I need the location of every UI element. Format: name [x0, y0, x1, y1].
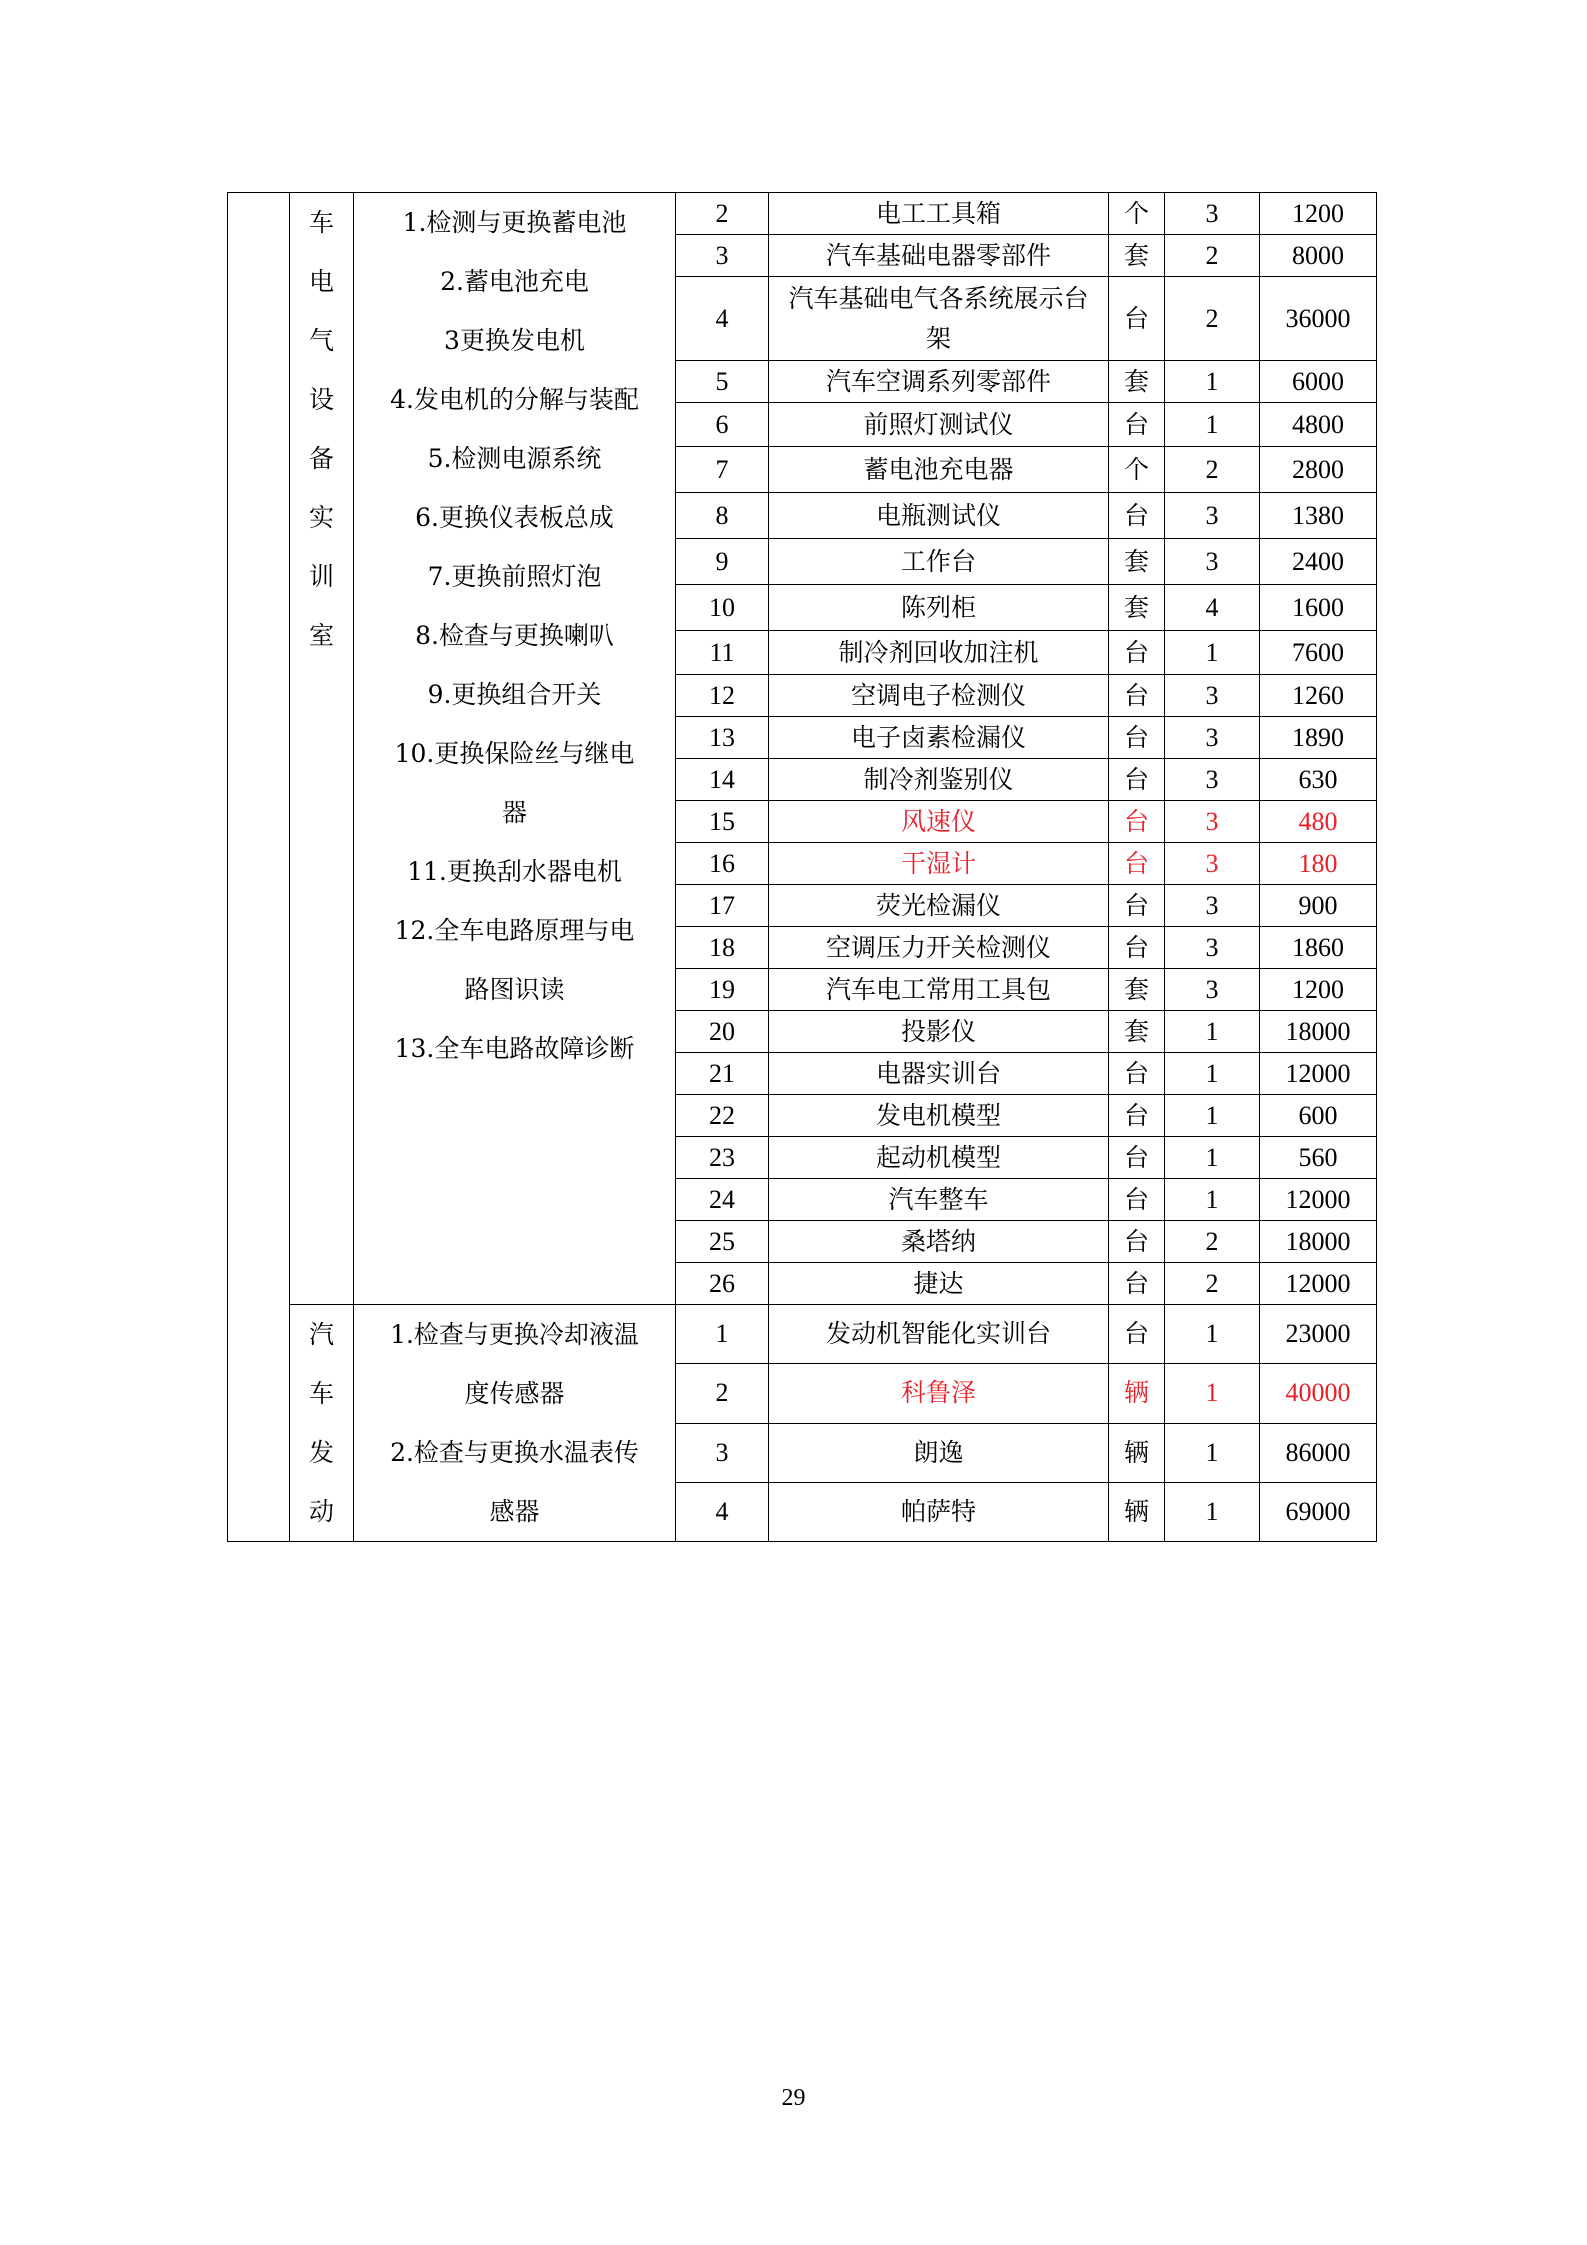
quantity-cell: 1: [1165, 631, 1260, 675]
table-row: [228, 193, 1377, 235]
price-cell: 1260: [1260, 675, 1377, 717]
price-cell: 1200: [1260, 969, 1377, 1011]
room-name-char: 实: [308, 503, 334, 532]
unit-cell: 辆: [1109, 1423, 1165, 1482]
item-number-cell: 3: [676, 235, 769, 277]
price-cell: 12000: [1260, 1179, 1377, 1221]
quantity-cell: 2: [1165, 1263, 1260, 1305]
equipment-name-cell: 风速仪: [769, 801, 1109, 843]
item-number-cell: 21: [676, 1053, 769, 1095]
item-number-cell: 24: [676, 1179, 769, 1221]
equipment-name-cell: 前照灯测试仪: [769, 403, 1109, 447]
unit-cell: 台: [1109, 631, 1165, 675]
unit-cell: 台: [1109, 403, 1165, 447]
price-cell: 4800: [1260, 403, 1377, 447]
training-task-line: 4.发电机的分解与装配: [390, 385, 639, 414]
equipment-name-cell: 朗逸: [769, 1423, 1109, 1482]
training-task-line: 感器: [489, 1497, 540, 1526]
equipment-name-cell: 电器实训台: [769, 1053, 1109, 1095]
unit-cell: 台: [1109, 277, 1165, 361]
item-number-cell: 20: [676, 1011, 769, 1053]
equipment-name-cell: 发动机智能化实训台: [769, 1305, 1109, 1364]
item-number-cell: 4: [676, 1482, 769, 1541]
item-number-cell: 23: [676, 1137, 769, 1179]
room-name-char: 动: [308, 1497, 334, 1526]
room-name-char: 设: [308, 385, 334, 414]
item-number-cell: 25: [676, 1221, 769, 1263]
quantity-cell: 1: [1165, 1137, 1260, 1179]
room-name-cell: [290, 193, 354, 1305]
quantity-cell: 1: [1165, 1423, 1260, 1482]
training-task-line: 11.更换刮水器电机: [407, 857, 622, 886]
equipment-name-cell: 空调压力开关检测仪: [769, 927, 1109, 969]
quantity-cell: 1: [1165, 361, 1260, 403]
room-name-char: 车: [308, 1379, 334, 1408]
training-task-line: 度传感器: [464, 1379, 565, 1408]
training-task-line: 路图识读: [464, 975, 565, 1004]
quantity-cell: 2: [1165, 235, 1260, 277]
quantity-cell: 3: [1165, 717, 1260, 759]
unit-cell: 台: [1109, 759, 1165, 801]
quantity-cell: 1: [1165, 1095, 1260, 1137]
unit-cell: 台: [1109, 843, 1165, 885]
price-cell: 1600: [1260, 585, 1377, 631]
equipment-name-cell: 汽车电工常用工具包: [769, 969, 1109, 1011]
room-name-char: 训: [308, 562, 334, 591]
equipment-name-cell: 制冷剂鉴别仪: [769, 759, 1109, 801]
training-task-line: 3更换发电机: [444, 326, 585, 355]
quantity-cell: 3: [1165, 493, 1260, 539]
training-task-line: 6.更换仪表板总成: [415, 503, 614, 532]
training-task-line: 12.全车电路原理与电: [394, 916, 635, 945]
quantity-cell: 3: [1165, 801, 1260, 843]
quantity-cell: 2: [1165, 447, 1260, 493]
unit-cell: 台: [1109, 1095, 1165, 1137]
unit-cell: 辆: [1109, 1364, 1165, 1423]
unit-cell: 台: [1109, 675, 1165, 717]
training-task-line: 13.全车电路故障诊断: [394, 1034, 635, 1063]
item-number-cell: 8: [676, 493, 769, 539]
price-cell: 900: [1260, 885, 1377, 927]
unit-cell: 台: [1109, 927, 1165, 969]
room-name-char: 室: [308, 621, 334, 650]
quantity-cell: 1: [1165, 1364, 1260, 1423]
training-task-line: 5.检测电源系统: [427, 444, 602, 473]
item-number-cell: 3: [676, 1423, 769, 1482]
equipment-name-cell: 蓄电池充电器: [769, 447, 1109, 493]
unit-cell: 台: [1109, 801, 1165, 843]
unit-cell: 台: [1109, 493, 1165, 539]
item-number-cell: 2: [676, 1364, 769, 1423]
equipment-name-cell: 起动机模型: [769, 1137, 1109, 1179]
unit-cell: 台: [1109, 717, 1165, 759]
item-number-cell: 11: [676, 631, 769, 675]
item-number-cell: 19: [676, 969, 769, 1011]
page-number: 29: [781, 2085, 806, 2111]
item-number-cell: 9: [676, 539, 769, 585]
unit-cell: 个: [1109, 193, 1165, 235]
equipment-name-cell: 发电机模型: [769, 1095, 1109, 1137]
equipment-name-cell: 荧光检漏仪: [769, 885, 1109, 927]
unit-cell: 台: [1109, 885, 1165, 927]
item-number-cell: 15: [676, 801, 769, 843]
equipment-name-cell: 汽车基础电器零部件: [769, 235, 1109, 277]
equipment-name-cell: 干湿计: [769, 843, 1109, 885]
unit-cell: 台: [1109, 1137, 1165, 1179]
item-number-cell: 18: [676, 927, 769, 969]
equipment-name-cell: 制冷剂回收加注机: [769, 631, 1109, 675]
equipment-name-cell: 电工工具箱: [769, 193, 1109, 235]
equipment-name-cell: 汽车基础电气各系统展示台架: [769, 277, 1109, 361]
quantity-cell: 2: [1165, 1221, 1260, 1263]
price-cell: 1200: [1260, 193, 1377, 235]
price-cell: 1380: [1260, 493, 1377, 539]
quantity-cell: 1: [1165, 1482, 1260, 1541]
price-cell: 23000: [1260, 1305, 1377, 1364]
category-cell: [228, 193, 290, 1542]
price-cell: 630: [1260, 759, 1377, 801]
training-task-line: 9.更换组合开关: [427, 680, 602, 709]
room-name-char: 气: [308, 326, 334, 355]
equipment-name-cell: 汽车空调系列零部件: [769, 361, 1109, 403]
price-cell: 36000: [1260, 277, 1377, 361]
equipment-name-cell: 捷达: [769, 1263, 1109, 1305]
unit-cell: 台: [1109, 1221, 1165, 1263]
room-name-char: 汽: [308, 1320, 334, 1349]
item-number-cell: 16: [676, 843, 769, 885]
item-number-cell: 2: [676, 193, 769, 235]
equipment-name-cell: 桑塔纳: [769, 1221, 1109, 1263]
quantity-cell: 1: [1165, 1305, 1260, 1364]
price-cell: 560: [1260, 1137, 1377, 1179]
price-cell: 7600: [1260, 631, 1377, 675]
room-name-char: 电: [308, 267, 334, 296]
room-name-char: 发: [308, 1438, 334, 1467]
quantity-cell: 2: [1165, 277, 1260, 361]
training-task-line: 器: [501, 798, 527, 827]
price-cell: 2800: [1260, 447, 1377, 493]
unit-cell: 台: [1109, 1053, 1165, 1095]
training-tasks-cell: [354, 193, 676, 1305]
price-cell: 12000: [1260, 1263, 1377, 1305]
unit-cell: 辆: [1109, 1482, 1165, 1541]
quantity-cell: 3: [1165, 969, 1260, 1011]
item-number-cell: 22: [676, 1095, 769, 1137]
quantity-cell: 3: [1165, 843, 1260, 885]
equipment-name-cell: 汽车整车: [769, 1179, 1109, 1221]
price-cell: 40000: [1260, 1364, 1377, 1423]
quantity-cell: 4: [1165, 585, 1260, 631]
training-task-line: 2.蓄电池充电: [440, 267, 589, 296]
item-number-cell: 5: [676, 361, 769, 403]
training-tasks-cell: [354, 1305, 676, 1542]
equipment-name-cell: 空调电子检测仪: [769, 675, 1109, 717]
price-cell: 18000: [1260, 1011, 1377, 1053]
unit-cell: 个: [1109, 447, 1165, 493]
room-name-char: 备: [308, 444, 334, 473]
training-task-line: 8.检查与更换喇叭: [415, 621, 614, 650]
quantity-cell: 3: [1165, 885, 1260, 927]
equipment-name-cell: 投影仪: [769, 1011, 1109, 1053]
quantity-cell: 3: [1165, 539, 1260, 585]
quantity-cell: 1: [1165, 1011, 1260, 1053]
equipment-name-cell: 科鲁泽: [769, 1364, 1109, 1423]
price-cell: 12000: [1260, 1053, 1377, 1095]
quantity-cell: 1: [1165, 403, 1260, 447]
unit-cell: 台: [1109, 1179, 1165, 1221]
training-task-line: 1.检测与更换蓄电池: [402, 208, 627, 237]
item-number-cell: 6: [676, 403, 769, 447]
price-cell: 600: [1260, 1095, 1377, 1137]
unit-cell: 套: [1109, 539, 1165, 585]
price-cell: 1860: [1260, 927, 1377, 969]
item-number-cell: 26: [676, 1263, 769, 1305]
quantity-cell: 3: [1165, 927, 1260, 969]
table-row: [228, 1305, 1377, 1364]
item-number-cell: 12: [676, 675, 769, 717]
quantity-cell: 1: [1165, 1179, 1260, 1221]
quantity-cell: 1: [1165, 1053, 1260, 1095]
room-name-cell: [290, 1305, 354, 1542]
item-number-cell: 1: [676, 1305, 769, 1364]
quantity-cell: 3: [1165, 675, 1260, 717]
training-task-line: 2.检查与更换水温表传: [390, 1438, 639, 1467]
training-task-line: 7.更换前照灯泡: [427, 562, 602, 591]
price-cell: 8000: [1260, 235, 1377, 277]
unit-cell: 套: [1109, 361, 1165, 403]
unit-cell: 台: [1109, 1305, 1165, 1364]
training-task-line: 1.检查与更换冷却液温: [390, 1320, 639, 1349]
room-name-char: 车: [308, 208, 334, 237]
training-task-line: 10.更换保险丝与继电: [394, 739, 635, 768]
item-number-cell: 7: [676, 447, 769, 493]
item-number-cell: 17: [676, 885, 769, 927]
unit-cell: 套: [1109, 1011, 1165, 1053]
equipment-name-cell: 工作台: [769, 539, 1109, 585]
equipment-table: [227, 192, 1377, 1542]
price-cell: 6000: [1260, 361, 1377, 403]
unit-cell: 台: [1109, 1263, 1165, 1305]
item-number-cell: 4: [676, 277, 769, 361]
equipment-name-cell: 电瓶测试仪: [769, 493, 1109, 539]
price-cell: 480: [1260, 801, 1377, 843]
item-number-cell: 10: [676, 585, 769, 631]
item-number-cell: 14: [676, 759, 769, 801]
equipment-name-cell: 电子卤素检漏仪: [769, 717, 1109, 759]
unit-cell: 套: [1109, 969, 1165, 1011]
price-cell: 69000: [1260, 1482, 1377, 1541]
equipment-name-cell: 帕萨特: [769, 1482, 1109, 1541]
equipment-name-cell: 陈列柜: [769, 585, 1109, 631]
quantity-cell: 3: [1165, 759, 1260, 801]
unit-cell: 套: [1109, 235, 1165, 277]
price-cell: 2400: [1260, 539, 1377, 585]
price-cell: 86000: [1260, 1423, 1377, 1482]
item-number-cell: 13: [676, 717, 769, 759]
unit-cell: 套: [1109, 585, 1165, 631]
price-cell: 1890: [1260, 717, 1377, 759]
price-cell: 180: [1260, 843, 1377, 885]
quantity-cell: 3: [1165, 193, 1260, 235]
price-cell: 18000: [1260, 1221, 1377, 1263]
